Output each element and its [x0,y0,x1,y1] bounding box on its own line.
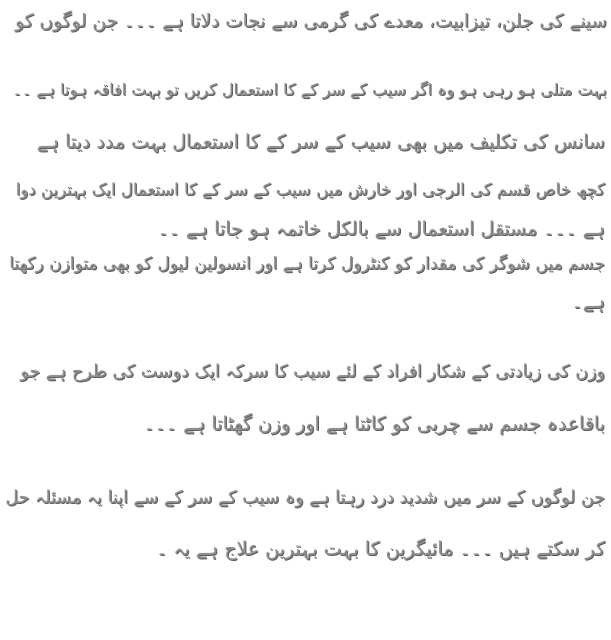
text-line-1: سینے کی جلن، تیزابیت، معدے کی گرمی سے نجات دلاتا ہے ۔۔۔ جن لوگوں کو [15,11,607,32]
text-line-10: جن لوگوں کے سر میں شدید درد رہتا ہے وہ سیب کے سر کے سے اپنا یہ مسئلہ حل [5,488,605,508]
text-line-4: کچھ خاص قسم کی الرجی اور خارش میں سیب کے سر کے کا استعمال ایک بہترین دوا [15,180,605,199]
text-line-11: کر سکتے ہیں ۔۔۔ مائیگرین کا بہت بہترین علاج ہے یہ ۔ [156,538,605,560]
text-line-2: بہت متلی ہو رہی ہو وہ اگر سیب کے سر کے کا استعمال کریں تو بہت افاقہ ہوتا ہے ۔۔ [12,80,607,99]
text-line-8: وزن کی زیادتی کے شکار افراد کے لئے سیب کا سرکہ ایک دوست کی طرح ہے جو [20,362,605,382]
text-line-3: سانس کی تکلیف میں بھی سیب کے سر کے کا استعمال بہت مدد دیتا ہے [36,131,605,153]
text-line-9: باقاعدہ جسم سے چربی کو کاٹتا ہے اور وزن گھٹاتا ہے ۔۔۔ [143,413,605,435]
text-line-5: ہے ۔۔۔ مستقل استعمال سے بالکل خاتمہ ہو جاتا ہے ۔۔ [157,218,605,240]
text-line-7: ہے۔ [571,291,605,313]
text-line-6: جسم میں شوگر کی مقدار کو کنٹرول کرتا ہے اور انسولین لیول کو بھی متوازن رکھتا [9,254,605,274]
